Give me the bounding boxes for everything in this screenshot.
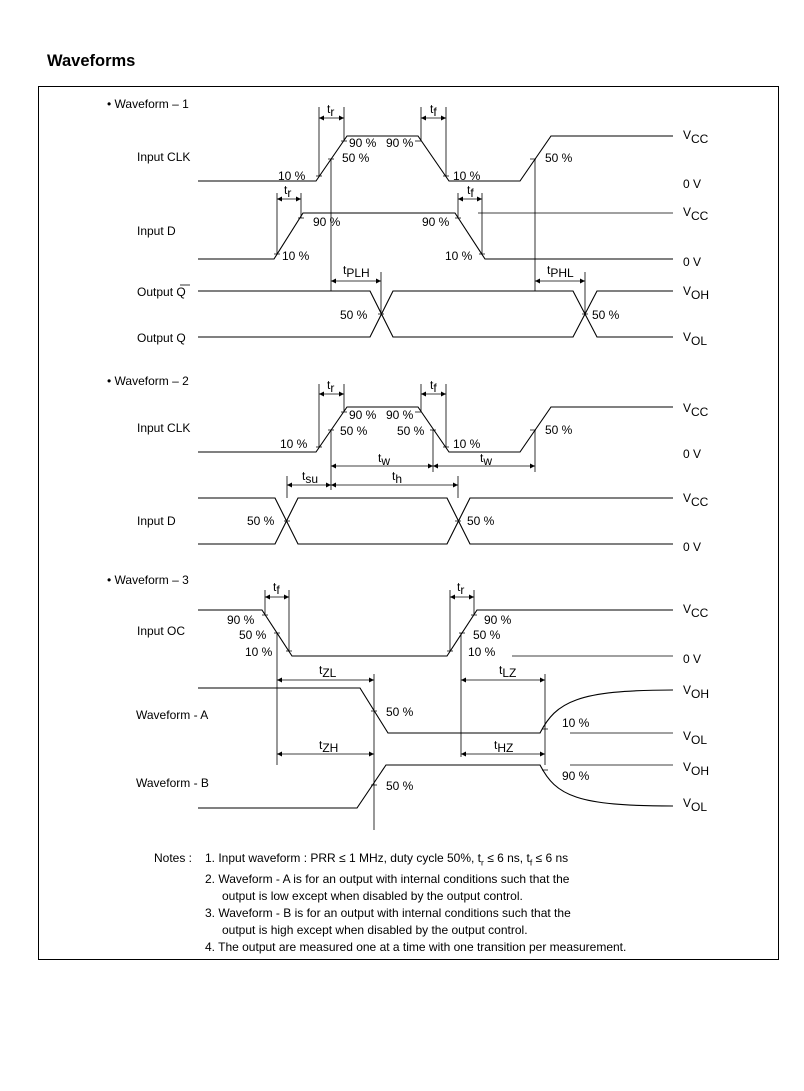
label-input-clk-1: Input CLK [137, 150, 191, 164]
pct-50-wave-a: 50 % [386, 705, 414, 719]
note-3 [154, 905, 626, 939]
pct-90-clk1-left: 90 % [349, 136, 377, 150]
note-2-line-1: 2. Waveform - A is for an output with internal conditions such that the [205, 872, 570, 887]
pct-10-d1-left: 10 % [282, 249, 310, 263]
section-waveform-2: • Waveform – 2 [107, 374, 189, 388]
tf-label-2: tf [430, 378, 437, 395]
pct-10-clk1-left: 10 % [278, 169, 306, 183]
pct-50-oc-left: 50 % [239, 628, 267, 642]
tzl-label: tZL [319, 663, 337, 680]
zero-v-label-d-2: 0 V [683, 540, 702, 554]
pct-50-d2-right: 50 % [467, 514, 495, 528]
label-input-d-2: Input D [137, 514, 176, 528]
note-2 [154, 871, 626, 905]
pct-90-wave-b: 90 % [562, 769, 590, 783]
tzh-label: tZH [319, 738, 339, 755]
tr-label-3: tr [457, 580, 465, 597]
svg-text:VOL: VOL [683, 330, 708, 348]
pct-90-oc-right: 90 % [484, 613, 512, 627]
notes [154, 850, 626, 956]
svg-text:VOH: VOH [683, 284, 710, 302]
tw-label-left: tw [378, 451, 391, 468]
tplh-label: tPLH [343, 263, 370, 280]
wave-input-clk-1 [198, 136, 673, 181]
vol-label-a [683, 729, 707, 747]
voh-label-b [683, 760, 709, 778]
vcc-label-clk-1 [683, 128, 709, 146]
pct-50-clk1-left: 50 % [342, 151, 370, 165]
pct-10-oc-right: 10 % [468, 645, 496, 659]
pct-90-d1-right: 90 % [422, 215, 450, 229]
svg-text:VOH: VOH [683, 683, 710, 701]
svg-text:VOL: VOL [683, 729, 708, 747]
tlz-label: tLZ [499, 663, 517, 680]
zero-v-label-d-1: 0 V [683, 255, 702, 269]
svg-text:VCC: VCC [683, 128, 709, 146]
voh-label-a [683, 683, 709, 701]
tr-label-2: tr [327, 378, 335, 395]
label-waveform-a: Waveform - A [136, 708, 209, 722]
note-4-line-1: 4. The output are measured one at a time with one transition per measurement. [205, 940, 627, 955]
note-3-line-1: 3. Waveform - B is for an output with internal conditions such that the [205, 906, 571, 921]
wave-waveform-a [198, 688, 673, 733]
pct-90-oc-left: 90 % [227, 613, 255, 627]
wave-input-clk-2 [198, 407, 673, 452]
label-input-oc: Input OC [137, 624, 186, 638]
zero-v-label-oc: 0 V [683, 652, 702, 666]
svg-text:VOH: VOH [683, 760, 710, 778]
svg-text:VCC: VCC [683, 401, 709, 419]
svg-text:VOL: VOL [683, 796, 708, 814]
note-4 [154, 939, 626, 956]
label-waveform-b: Waveform - B [136, 776, 209, 790]
tr-label-1a: tr [327, 102, 335, 119]
label-output-qbar: Output Q [137, 285, 186, 299]
vcc-label-d-2 [683, 491, 709, 509]
vcc-label-oc [683, 602, 709, 620]
label-input-d-1: Input D [137, 224, 176, 238]
svg-text:VCC: VCC [683, 491, 709, 509]
tf-label-1b: tf [467, 183, 474, 200]
pct-90-clk1-right: 90 % [386, 136, 414, 150]
pct-10-clk2-right: 10 % [453, 437, 481, 451]
pct-50-oc-right: 50 % [473, 628, 501, 642]
pct-10-wave-a: 10 % [562, 716, 590, 730]
pct-50-clk2-rise2: 50 % [545, 423, 573, 437]
pct-90-clk2-right: 90 % [386, 408, 414, 422]
pct-50-wave-b: 50 % [386, 779, 414, 793]
pct-10-d1-right: 10 % [445, 249, 473, 263]
pct-50-out-left: 50 % [340, 308, 368, 322]
pct-10-clk2-left: 10 % [280, 437, 308, 451]
pct-50-clk2-right: 50 % [397, 424, 425, 438]
note-1-text: 1. Input waveform : PRR ≤ 1 MHz, duty cycle 50%, $t_r \le 6$ ns, $t_f \le 6$ ns [205, 851, 569, 868]
section-waveform-3: • Waveform – 3 [107, 573, 189, 587]
svg-text:VCC: VCC [683, 205, 709, 223]
zero-v-label-clk-1: 0 V [683, 177, 702, 191]
voh-label-1 [683, 284, 709, 302]
zero-v-label-clk-2: 0 V [683, 447, 702, 461]
note-2-line-2: output is low except when disabled by the output control. [222, 889, 523, 904]
tr-label-1b: tr [284, 183, 292, 200]
thz-label: tHZ [494, 738, 514, 755]
vol-label-b [683, 796, 707, 814]
vcc-label-d-1 [683, 205, 709, 223]
vcc-label-clk-2 [683, 401, 709, 419]
page-title: Waveforms [47, 52, 136, 70]
tf-label-3: tf [273, 580, 280, 597]
pct-10-clk1-right: 10 % [453, 169, 481, 183]
pct-10-oc-left: 10 % [245, 645, 273, 659]
tw-label-right: tw [480, 451, 493, 468]
label-output-q: Output Q [137, 331, 186, 345]
wave-waveform-b [198, 765, 673, 808]
svg-text:VCC: VCC [683, 602, 709, 620]
pct-90-clk2-left: 90 % [349, 408, 377, 422]
pct-90-d1-left: 90 % [313, 215, 341, 229]
pct-50-clk1-rise2: 50 % [545, 151, 573, 165]
pct-50-clk2-left: 50 % [340, 424, 368, 438]
section-waveform-1: • Waveform – 1 [107, 97, 189, 111]
tsu-label: tsu [302, 469, 319, 486]
pct-50-d2-left: 50 % [247, 514, 275, 528]
pct-50-out-right: 50 % [592, 308, 620, 322]
tf-label-1a: tf [430, 102, 437, 119]
notes-label: Notes : [154, 851, 193, 865]
tphl-label: tPHL [547, 263, 574, 280]
note-1 [154, 850, 626, 871]
label-input-clk-2: Input CLK [137, 421, 191, 435]
th-label: th [392, 469, 403, 486]
vol-label-1 [683, 330, 707, 348]
note-3-line-2: output is high except when disabled by the output control. [222, 923, 528, 938]
